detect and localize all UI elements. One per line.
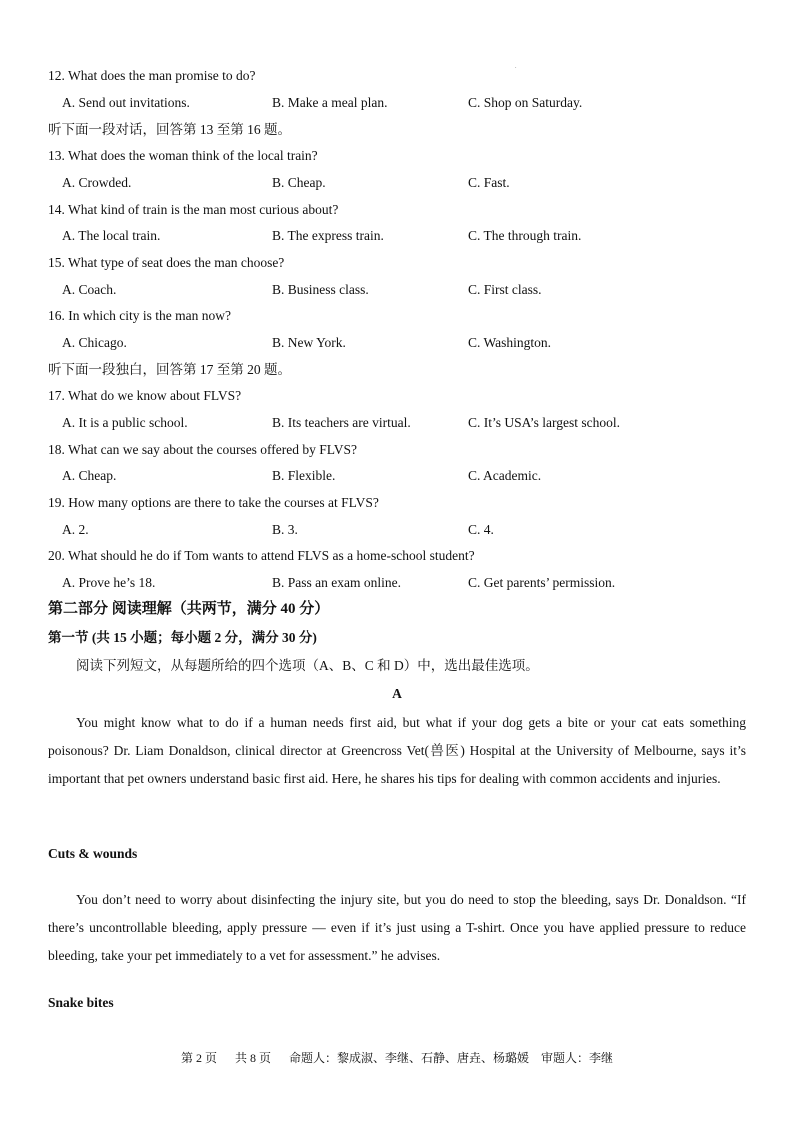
subhead-snake-bites: Snake bites	[48, 995, 114, 1010]
section-note-2: 听下面一段独白，回答第 17 至第 20 题。	[48, 362, 291, 377]
question-13-option-a: A. Crowded.	[62, 175, 132, 190]
question-16-stem: 16. In which city is the man now?	[48, 308, 231, 323]
question-19-option-a: A. 2.	[62, 522, 89, 537]
question-15-stem: 15. What type of seat does the man choose?	[48, 255, 285, 270]
question-18-stem: 18. What can we say about the courses offered by FLVS?	[48, 442, 358, 457]
question-20-option-a: A. Prove he’s 18.	[62, 575, 156, 590]
paragraph-1: You might know what to do if a human needs first aid, but what if your dog gets a bite or your cat eats something poisonous? Dr. Liam Donaldson, clinical director at Greencross Vet(兽医) Hospital at the University of Melbourne, says it’s important that pet owners understand basic first aid. Here, he shares his tips for dealing with common accidents and injuries.	[48, 715, 746, 786]
page-footer: 第 2 页 共 8 页 命题人：黎成淑、李继、石静、唐垚、杨璐媛 审题人：李继	[180, 1051, 613, 1065]
question-12-option-a: A. Send out invitations.	[62, 95, 190, 110]
question-18-option-c: C. Academic.	[468, 468, 542, 483]
question-19-option-c: C. 4.	[468, 522, 494, 537]
scan-dot: .	[515, 64, 517, 70]
section1-title: 第一节 (共 15 小题；每小题 2 分，满分 30 分)	[48, 630, 317, 645]
question-12-stem: 12. What does the man promise to do?	[48, 68, 256, 83]
instruction: 阅读下列短文，从每题所给的四个选项（A、B、C 和 D）中，选出最佳选项。	[76, 658, 539, 673]
question-19-option-b: B. 3.	[272, 522, 298, 537]
question-16-option-b: B. New York.	[272, 335, 346, 350]
question-12-option-b: B. Make a meal plan.	[272, 95, 388, 110]
question-17-stem: 17. What do we know about FLVS?	[48, 388, 242, 403]
subhead-cuts-wounds: Cuts & wounds	[48, 846, 138, 861]
question-17-option-b: B. Its teachers are virtual.	[272, 415, 411, 430]
question-13-stem: 13. What does the woman think of the local train?	[48, 148, 318, 163]
question-19-stem: 19. How many options are there to take the courses at FLVS?	[48, 495, 379, 510]
question-14-option-b: B. The express train.	[272, 228, 384, 243]
question-20-option-c: C. Get parents’ permission.	[468, 575, 616, 590]
question-14-stem: 14. What kind of train is the man most curious about?	[48, 202, 339, 217]
question-20-option-b: B. Pass an exam online.	[272, 575, 401, 590]
question-20-stem: 20. What should he do if Tom wants to attend FLVS as a home-school student?	[48, 548, 475, 563]
question-18-option-b: B. Flexible.	[272, 468, 336, 483]
question-12-option-c: C. Shop on Saturday.	[468, 95, 583, 110]
question-14-option-a: A. The local train.	[62, 228, 161, 243]
question-13-option-c: C. Fast.	[468, 175, 510, 190]
question-15-option-b: B. Business class.	[272, 282, 369, 297]
question-16-option-a: A. Chicago.	[62, 335, 127, 350]
passage-label: A	[392, 686, 402, 701]
paragraph-2: You don’t need to worry about disinfecting the injury site, but you do need to stop the bleeding, says Dr. Donaldson. “If there’s uncontrollable bleeding, apply pressure — even if it’s just using a T-shirt. Once you have applied pressure to reduce bleeding, take your pet immediately to a vet for assessment.” he advises.	[48, 892, 746, 963]
question-18-option-a: A. Cheap.	[62, 468, 117, 483]
section-note-1: 听下面一段对话，回答第 13 至第 16 题。	[48, 122, 291, 137]
question-15-option-c: C. First class.	[468, 282, 542, 297]
question-15-option-a: A. Coach.	[62, 282, 117, 297]
part2-title: 第二部分 阅读理解（共两节，满分 40 分）	[48, 601, 330, 617]
question-13-option-b: B. Cheap.	[272, 175, 326, 190]
question-17-option-a: A. It is a public school.	[62, 415, 188, 430]
question-16-option-c: C. Washington.	[468, 335, 552, 350]
question-17-option-c: C. It’s USA’s largest school.	[468, 415, 621, 430]
question-14-option-c: C. The through train.	[468, 228, 582, 243]
